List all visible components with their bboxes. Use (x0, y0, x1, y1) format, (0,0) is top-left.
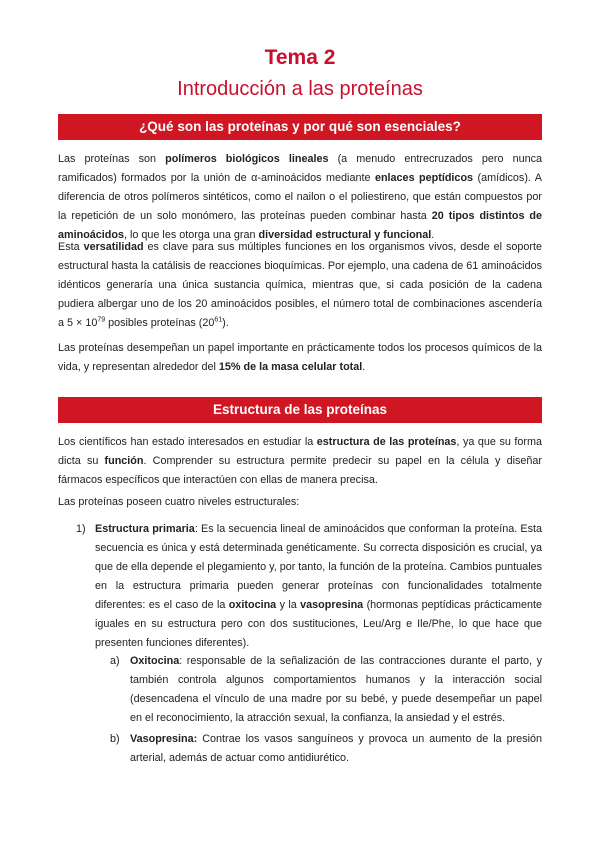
section-heading-banner: Estructura de las proteínas (58, 397, 542, 423)
list-item: Estructura primaria: Es la secuencia lineal de aminoácidos que conforman la proteína. Esta secuencia es única y está determinada genéticamente. Su correcta disposición es crucial, ya que de ella depende el plegamiento y, por tanto, la función de la proteína. Cambios puntuales en la estructura primaria pueden generar proteínas con funcionalidades totalmente diferentes: es el caso de la oxitocina y la vasopresina (hormonas peptídicas prácticamente iguales en su estructura pero con dos sustituciones, Leu/Arg e Ile/Phe, lo que hace que presenten funciones diferentes). (95, 523, 543, 649)
paragraph: Las proteínas son polímeros biológicos lineales (a menudo entrecruzados pero nunca ramificados) formados por la unión de α-aminoácidos mediante enlaces peptídicos (amídicos). A diferencia de otros polímeros sintéticos, como el nailon o el poliestireno, que están compuestos por la repetición de un solo monómero, las proteínas pueden combinar hasta 20 tipos distintos de aminoácidos, lo que les otorga una gran diversidad estructural y funcional. (58, 153, 543, 241)
paragraph: Las proteínas poseen cuatro niveles estructurales: (58, 496, 300, 508)
page-title: Tema 2 (264, 46, 336, 69)
sublist-item: Oxitocina: responsable de la señalización de las contracciones durante el parto, y también controla algunos comportamientos humanos y la interacción social (desencadena el vínculo de una madre por su bebé, y puede desempeñar un papel en el reconocimiento, la atracción sexual, la confianza, la ansiedad y el estrés. (130, 655, 542, 724)
section-heading-banner: ¿Qué son las proteínas y por qué son esenciales? (58, 114, 542, 140)
page-subtitle: Introducción a las proteínas (177, 78, 423, 100)
sublist-marker: a) (110, 655, 120, 667)
sublist-marker: b) (110, 733, 120, 745)
paragraph: Los científicos han estado interesados en estudiar la estructura de las proteínas, ya que su forma dicta su función. Comprender su estructura permite predecir su papel en la célula y diseñar fármacos específicos que interactúen con ellas de manera precisa. (58, 436, 542, 486)
paragraph: Esta versatilidad es clave para sus múltiples funciones en los organismos vivos, desde el soporte estructural hasta la catálisis de reacciones bioquímicas. Por ejemplo, una cadena de 61 aminoácidos idénticos generaría una única sustancia química, mientras que, si cada posición de la cadena pudiera albergar uno de los 20 aminoácidos posibles, el número total de combinaciones ascendería a $5 \times 10^{79}$ posibles proteínas $(20^{61})$. (58, 241, 543, 329)
sublist-item: Vasopresina: Contrae los vasos sanguíneos y provoca un aumento de la presión arterial, además de actuar como antidiurético. (130, 733, 542, 764)
list-marker: 1) (76, 523, 86, 535)
paragraph: Las proteínas desempeñan un papel importante en prácticamente todos los procesos químicos de la vida, y representan alrededor del 15% de la masa celular total. (58, 342, 542, 373)
